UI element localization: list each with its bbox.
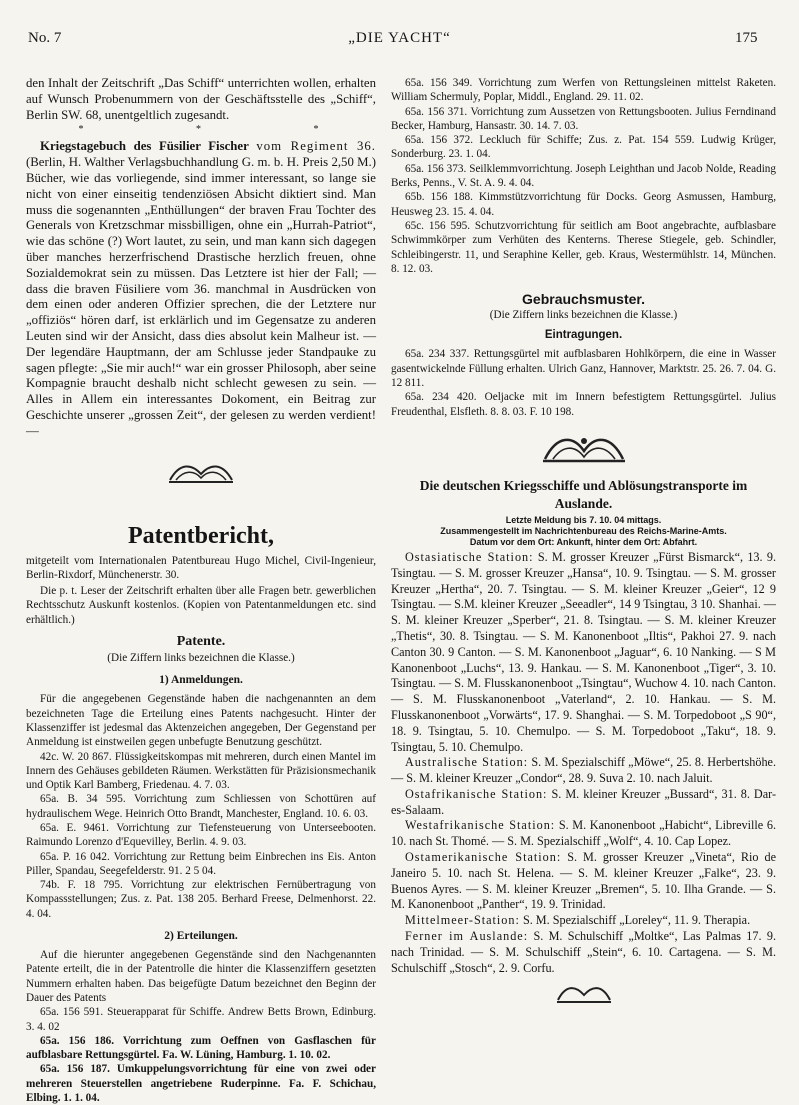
patents-subtitle: (Die Ziffern links bezeichnen die Klasse.): [107, 652, 295, 665]
grant-entry: 65a. 156 591. Steuerapparat für Schiffe. Andrew Betts Brown, Edinburg. 3. 4. 02: [26, 1006, 376, 1033]
station-name: Australische Station:: [405, 755, 529, 770]
station-text: S. M. Spezialschiff „Möwe“, 25. 8. Herbertshöhe. — S. M. kleiner Kreuzer „Condor“, 28. 9. Suva 2. 10. nach Jaluit.: [391, 755, 776, 786]
warships-subtitle-1: Letzte Meldung bis 7. 10. 04 mittags.: [505, 514, 662, 525]
station-entry: [391, 850, 776, 913]
patent-report-note: Die p. t. Leser der Zeitschrift erhalten über alle Fragen betr. gewerblichen Rechtsschutz Auskunft kostenlos. (Kopien von Patentanmeldungen etc. sind erhältlich.): [26, 585, 376, 626]
station-name: Ferner im Auslande:: [405, 929, 529, 944]
journal-title: „DIE YACHT“: [348, 30, 451, 46]
page-number: 175: [735, 30, 758, 46]
station-name: Westafrikanische Station:: [405, 818, 556, 833]
station-name: Ostasiatische Station:: [405, 549, 534, 564]
patents-title: Patente.: [176, 634, 226, 650]
grant-entry: 65b. 156 188. Kimmstützvorrichtung für Docks. Georg Asmussen, Hamburg, Heusweg 23. 15. 4. 04.: [391, 191, 776, 218]
station-text: S. M. kleiner Kreuzer „Bussard“, 31. 8. Dar-es-Salaam.: [391, 786, 777, 817]
grants-title: 2) Erteilungen.: [164, 930, 238, 943]
right-column: [391, 76, 776, 1006]
warships-title: Die deutschen Kriegsschiffe und Ablösungstransporte im Auslande.: [419, 477, 748, 511]
station-text: S. M. Schulschiff „Moltke“, Las Palmas 17. 9. nach Trinidad. — S. M. Schulschiff „Stein“, 6. 10. Cartagena. — S. M. Schulschiff „Stosch“, 2. 9. Corfu.: [391, 929, 777, 975]
station-text: S. M. grosser Kreuzer „Vineta“, Rio de Janeiro 5. 10. nach St. Helena. — S. M. kleiner Kreuzer „Falke“, 23. 9. Buenos Ayres. — S. M. kleiner Kreuzer „Bremen“, 5. 10. Ilha Grande. — S. M. Kanonenboot „Panther“, 19. 9. Trinidad.: [391, 850, 776, 912]
review-title-rest: vom Regiment 36.: [256, 139, 377, 154]
patent-report-intro: mitgeteilt vom Internationalen Patentbureau Hugo Michel, Civil-Ingenieur, Berlin-Rixdorf, Münchenerstr. 30.: [26, 554, 376, 581]
grant-entry: 65a. 156 186. Vorrichtung zum Oeffnen von Gasflaschen für aufblasbare Rettungsgürtel. Fa. W. Lüning, Hamburg. 1. 10. 02.: [26, 1034, 376, 1062]
ornament-divider: [554, 982, 614, 1006]
left-column: [26, 76, 376, 1105]
grant-entry: 65a. 156 372. Leckluch für Schiffe; Zus. z. Pat. 154 559. Ludwig Krüger, Sonderburg. 23. 1. 04.: [391, 134, 776, 161]
station-name: Mittelmeer-Station:: [405, 913, 520, 928]
station-entry: [391, 929, 776, 976]
intro-paragraph: den Inhalt der Zeitschrift „Das Schiff“ unterrichten wollen, erhalten auf Wunsch Probenummern von der Geschäftsstelle des „Schiff“, Berlin SW. 68, unentgeltlich zugesandt.: [26, 76, 376, 122]
utility-models-subtitle: (Die Ziffern links bezeichnen die Klasse.): [489, 309, 678, 322]
station-entry: [391, 787, 776, 819]
application-entry: 74b. F. 18 795. Vorrichtung zur elektrischen Fernübertragung von Kompassstellungen; Zus. z. Pat. 138 205. Berhard Freese, Delmenhorst. 22. 4. 04.: [26, 879, 376, 920]
book-review: [26, 139, 376, 439]
application-entry: 65a. P. 16 042. Vorrichtung zur Rettung beim Einbrechen ins Eis. Anton Piller, Spandau, Seegefelderstr. 91. 2 5 04.: [26, 850, 376, 877]
utility-models-title: Gebrauchsmuster.: [522, 291, 645, 308]
section-stars: * * *: [78, 124, 374, 136]
ornament-divider: [166, 460, 236, 486]
station-entry: [391, 550, 776, 755]
utility-model-entry: 65a. 234 420. Oeljacke mit im Innern befestigtem Rettungsgürtel. Julius Freudenthal, Elsfleth. 8. 8. 03. F. 10 198.: [391, 391, 776, 418]
station-text: S. M. grosser Kreuzer „Fürst Bismarck“, 13. 9. Tsingtau. — S. M. grosser Kreuzer „Hansa“, 10. 9. Tsingtau. — S. M. grosser Kreuzer „Hertha“, 20. 7. Tsingtau. — S. M. kleiner Kreuzer „Geier“, 12 9 Tsingtau. — S.M. kleiner Kreuzer „Seeadler“, 14 9 Tsingtau, 3 10. Shanhai. — S. M. kleiner Kreuzer „Sperber“, 21. 8. Tsingtau. — S. M. kleiner Kreuzer „Thetis“, 30. 8. Tsingtau. — S. M. Kanonenboot „Iltis“, Pakhoi 27. 9. nach Canton 30. 9 Canton. — S. M. Kanonenboot „Jaguar“, 6. 10 Nanking. — S M Kanonenboot „Luchs“, 13. 9. Hankau. — S. M. Kanonenboot „Tiger“, 3. 10. Tsingtau. — S. M. Flusskanonenboot „Tsingtau“, Wuchow 4. 10. nach Canton. — S. M. Flusskanonenboot „Vaterland“, 2. 10. Hankau. — S. M. Flusskanonenboot „Vorwärts“, 17. 9. Shanghai. — S. M. Torpedoboot „S 90“, 18. 9. Tsingtau, 5. 10. Chemulpo. — S. M. Torpedoboot „Taku“, 18. 9. Tsingtau, 5. 10. Chemulpo.: [391, 549, 776, 754]
grant-entry: 65a. 156 373. Seilklemmvorrichtung. Joseph Leighthan und Jacob Nolde, Reading Berks, Penns., V. St. A. 9. 4. 04.: [391, 162, 776, 190]
grant-entry: 65c. 156 595. Schutzvorrichtung für seitlich am Boot angebrachte, aufblasbare Schwimmkörper zum Verhüten des Kenterns. Therese Stiegele, geb. Schindler, Schleibingerstr. 11, und Seraphine Keller, geb. Kraus, Westermühlstr. 14, München. 8. 12. 03.: [391, 219, 776, 275]
patent-report-title: Patentbericht,: [128, 522, 274, 549]
registrations-title: Eintragungen.: [544, 329, 623, 342]
warships-subtitle-2: Zusammengestellt im Nachrichtenbureau des Reichs-Marine-Amts.: [440, 525, 727, 536]
application-entry: 65a. B. 34 595. Vorrichtung zum Schliessen von Schottüren auf hydraulischem Wege. Heinrich Otto Brandt, Manchester, England. 10. 6. 03.: [26, 793, 376, 820]
station-entry: [391, 818, 776, 850]
station-entry: [391, 755, 776, 787]
utility-model-entry: 65a. 234 337. Rettungsgürtel mit aufblasbaren Hohlkörpern, die eine in Wasser gasentwickelnde Füllung erhalten. Ulrich Ganz, Hannover, Marktstr. 25. 26. 7. 04. G. 12 811.: [391, 348, 776, 390]
application-entry: 65a. E. 9461. Vorrichtung zur Tiefensteuerung von Unterseebooten. Raimundo Lorenzo d'Equevilley, Berlin. 4. 9. 03.: [26, 821, 376, 849]
ornament-divider: [539, 431, 629, 465]
station-name: Ostafrikanische Station:: [405, 786, 548, 801]
applications-title: 1) Anmeldungen.: [159, 674, 243, 687]
applications-intro: Für die angegebenen Gegenstände haben die nachgenannten an dem bezeichneten Tage die Erteilung eines Patents nachgesucht. Hinter der Klassenziffer ist jedesmal das Aktenzeichen angegeben, Der Gegenstand per Anmeldung ist einstweilen gegen unbefugte Benutzung geschützt.: [26, 693, 376, 749]
station-text: S. M. Kanonenboot „Habicht“, Libreville 6. 10. nach St. Thomé. — S. M. Spezialschiff „Wolf“, 4. 10. Cap Lopez.: [391, 818, 776, 849]
grant-entry: 65a. 156 371. Vorrichtung zum Aussetzen von Rettungsbooten. Julius Ferndinand Becker, Hamburg, Hansastr. 30. 14. 7. 03.: [391, 105, 776, 132]
grant-entry: 65a. 156 187. Umkuppelungsvorrichtung für eine von zwei oder mehreren Steuerstellen angetriebene Ruderpinne. Fa. F. Schichau, Elbing. 1. 1. 04.: [26, 1063, 376, 1105]
station-entry: [391, 913, 776, 929]
grants-intro: Auf die hierunter angegebenen Gegenstände sind den Nachgenannten Patente erteilt, die in der Patentrolle die hinter die Klassenziffern gesetzten Nummern erhalten haben. Das beigefügte Datum bezeichnet den Beginn der Dauer des Patents: [26, 949, 376, 1004]
review-body: (Berlin, H. Walther Verlagsbuchhandlung G. m. b. H. Preis 2,50 M.) Bücher, wie das vorliegende, sind immer interessant, so lange sie nicht von einer einseitig tendenziösen Absicht diktiert sind. Man muss die sogenannten „Enthüllungen“ der braven Frau Tochter des Generals von Kretzschmar missbilligen, ohne ein „Hurrah-Patriot“, wie das schöne (?) Wort lautet, zu sein, und man kann sich dagegen über manches herzerfrischend Drastische herzlich freuen, ohne Sozialdemokrat sein zu müssen. Das Letztere ist hier der Fall; — dass die braven Füsiliere vom 36. manchmal in Ausdrücken von dem einen oder anderen Offizier sprechen, die der Letztere nur „offiziös“ hören darf, ist erklärlich und im Gegensatze zu anderen Leuten sind wir der Ansicht, dass dies absolut kein Malheur ist. — Der legendäre Hauptmann, der am Schlusse jeder Standpauke zu sagen pflegte: „Sie mir auch!“ war ein grosser Philosoph, aber seine Kompagnie braucht deshalb nicht schlecht gewesen zu sein. — Alles in Allem ein interessantes Dokoment, ein Beitrag zur Geschichte unserer „grossen Zeit“, der gelesen zu werden verdient! —: [26, 155, 376, 438]
station-text: S. M. Spezialschiff „Loreley“, 11. 9. Therapia.: [522, 913, 751, 928]
issue-number: No. 7: [28, 30, 62, 46]
station-name: Ostamerikanische Station:: [405, 850, 562, 865]
warships-subtitle-3: Datum vor dem Ort: Ankunft, hinter dem Ort: Abfahrt.: [469, 536, 698, 547]
review-title: Kriegstagebuch des Füsilier Fischer: [40, 139, 249, 154]
application-entry: 42c. W. 20 867. Flüssigkeitskompas mit mehreren, durch einen Mantel im Innern des Gehäuses gebildeten Räumen. Werkstätten für Präzisionsmechanik und Optik Karl Bamberg, Friedenau. 4. 7. 03.: [26, 750, 376, 792]
grant-entry: 65a. 156 349. Vorrichtung zum Werfen von Rettungsleinen mittelst Raketen. William Schermuly, Poplar, Middl., England. 29. 11. 02.: [391, 77, 776, 104]
